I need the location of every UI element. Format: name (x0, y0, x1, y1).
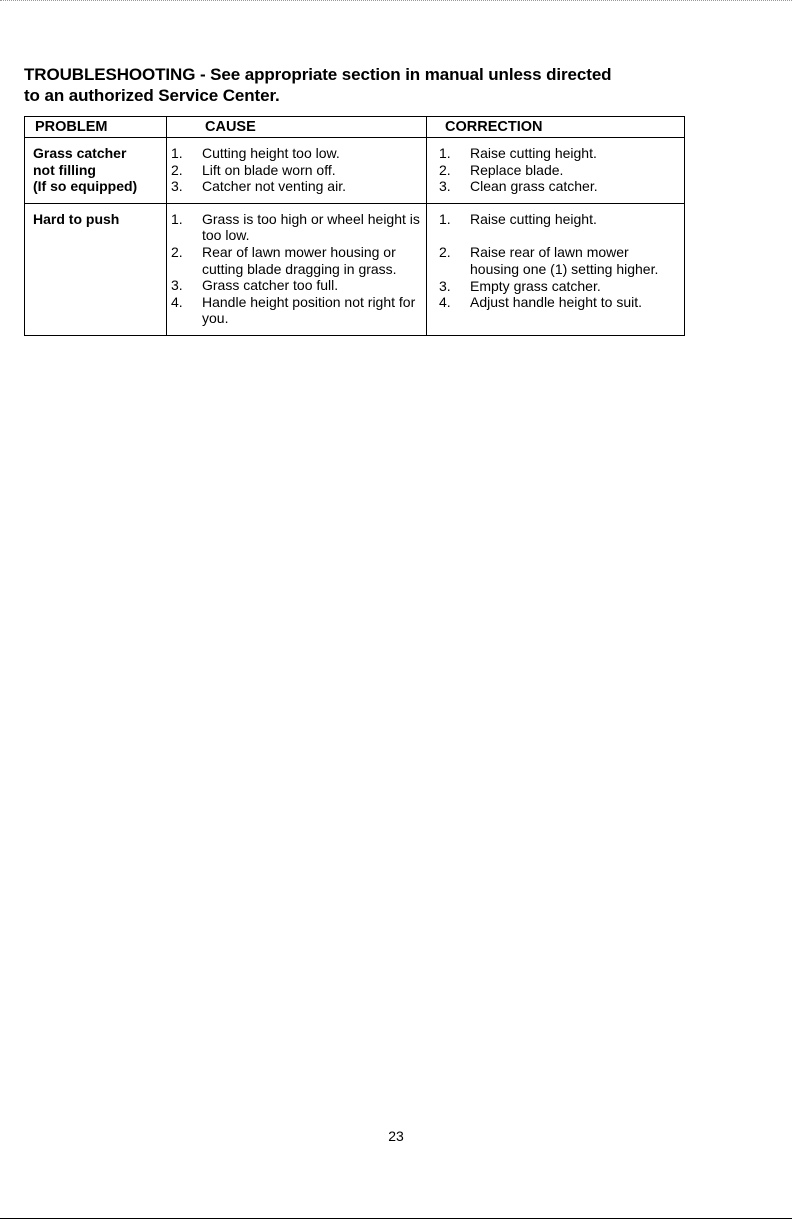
item-text: Cutting height too low. (202, 145, 340, 161)
item-text: Rear of lawn mower housing or cutting blade dragging in grass. (202, 243, 397, 277)
item-number: 2. (439, 244, 451, 261)
cause-cell (167, 138, 427, 203)
item-number: 2. (439, 161, 451, 178)
item-number: 1. (171, 210, 183, 227)
item-text: Adjust handle height to suit. (470, 294, 643, 311)
item-number: 4. (171, 293, 183, 310)
correction-item (439, 294, 680, 311)
item-text: Empty grass catcher. (470, 277, 601, 294)
item-number: 1. (439, 210, 451, 227)
cause-cell (167, 204, 427, 335)
correction-cell (427, 138, 684, 203)
troubleshooting-table (24, 116, 685, 336)
heading-line-1: TROUBLESHOOTING - See appropriate section in manual unless directed (24, 65, 612, 84)
header-cause: CAUSE (167, 117, 427, 137)
item-text: Grass catcher too full. (202, 277, 339, 294)
page-top-edge (0, 0, 792, 3)
correction-item (439, 162, 680, 179)
cause-item (171, 277, 422, 294)
problem-cell (25, 138, 167, 203)
cause-item (171, 162, 422, 179)
item-number: 4. (439, 294, 451, 311)
page-number: 23 (388, 1128, 404, 1144)
item-number: 2. (171, 243, 183, 260)
item-number: 2. (171, 161, 183, 178)
item-number: 3. (171, 178, 183, 195)
header-correction: CORRECTION (445, 119, 543, 135)
header-problem: PROBLEM (25, 117, 167, 137)
correction-cell (427, 204, 684, 335)
table-row (25, 204, 684, 335)
correction-item (439, 278, 680, 295)
correction-item (439, 244, 680, 277)
item-number: 3. (171, 277, 183, 294)
correction-item (439, 178, 680, 195)
item-text: Lift on blade worn off. (202, 161, 336, 178)
problem-text: (If so equipped) (33, 178, 138, 195)
item-number: 1. (171, 145, 183, 161)
cause-item (171, 178, 422, 195)
problem-cell (25, 204, 167, 335)
item-text: Clean grass catcher. (470, 178, 598, 195)
item-text: Raise cutting height. (470, 145, 597, 161)
item-text: Grass is too high or wheel height is too low. (202, 210, 420, 244)
correction-item (439, 211, 680, 228)
troubleshooting-heading (24, 64, 724, 106)
problem-text: not filling (33, 161, 96, 178)
problem-text: Grass catcher (33, 145, 127, 161)
item-text: Raise cutting height. (470, 210, 597, 227)
item-number: 3. (439, 277, 451, 294)
problem-text: Hard to push (33, 210, 120, 227)
item-number: 1. (439, 145, 451, 161)
item-text: Handle height position not right for you. (202, 293, 416, 327)
item-text: Catcher not venting air. (202, 178, 346, 195)
table-header-row (25, 117, 684, 138)
cause-item (171, 211, 422, 244)
item-text: Raise rear of lawn mower housing one (1) setting higher. (470, 244, 659, 277)
item-text: Replace blade. (470, 161, 564, 178)
cause-item (171, 145, 422, 162)
cause-item (171, 294, 422, 327)
item-number: 3. (439, 178, 451, 195)
heading-line-2: to an authorized Service Center. (24, 86, 280, 105)
page-bottom-rule (0, 1218, 792, 1219)
table-row (25, 138, 684, 204)
cause-item (171, 244, 422, 277)
correction-item (439, 145, 680, 162)
